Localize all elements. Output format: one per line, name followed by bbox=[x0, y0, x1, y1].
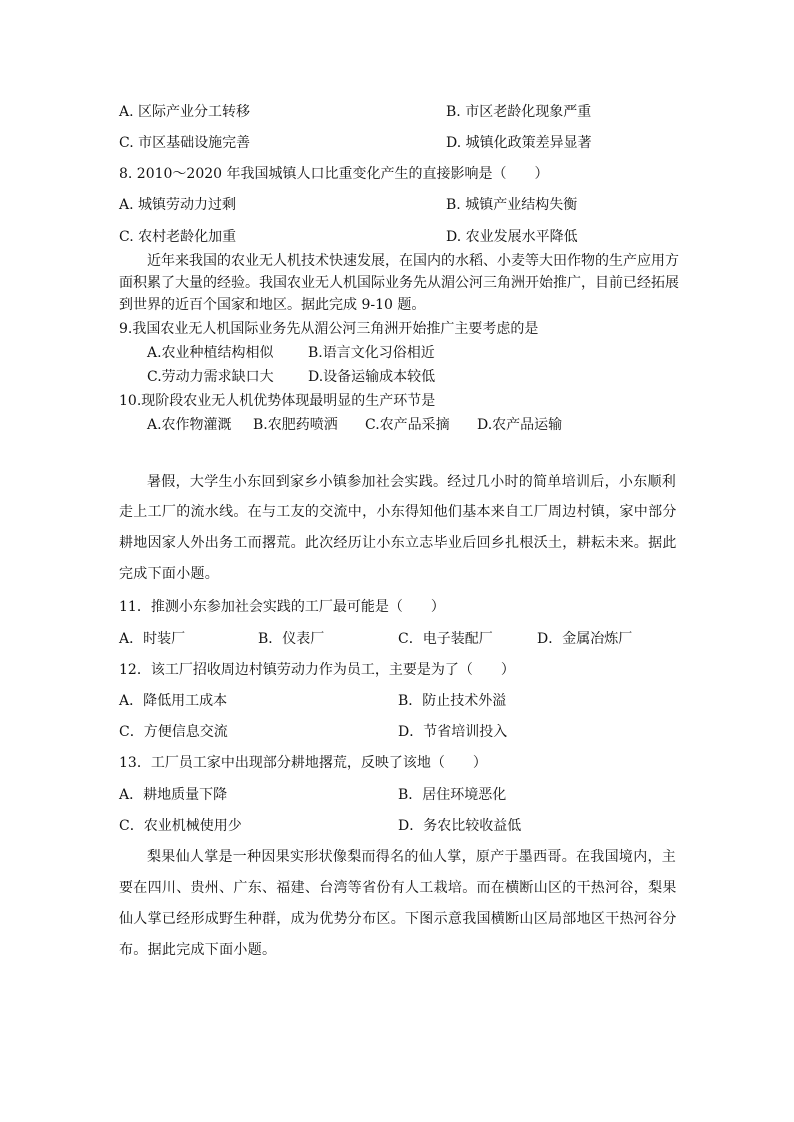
passage2-line-4: 完成下面小题。 bbox=[119, 566, 220, 582]
q9-option-c: C.劳动力需求缺口大 bbox=[147, 369, 274, 385]
passage2-line-3: 耕地因家人外出务工而撂荒。此次经历让小东立志毕业后回乡扎根沃土，耕耘未来。据此 bbox=[119, 535, 677, 551]
q7-option-c: C. 市区基础设施完善 bbox=[119, 135, 251, 151]
q13-option-d: D．务农比较收益低 bbox=[398, 818, 522, 834]
q12-option-a: A．降低用工成本 bbox=[119, 693, 228, 709]
q10-option-b: B.农肥药喷洒 bbox=[253, 417, 338, 433]
q13-option-c: C．农业机械使用少 bbox=[119, 818, 242, 834]
q7-option-d: D. 城镇化政策差异显著 bbox=[446, 135, 592, 151]
passage3-line-3: 仙人掌已经形成野生种群，成为优势分布区。下图示意我国横断山区局部地区干热河谷分 bbox=[119, 911, 677, 927]
q12-option-d: D．节省培训投入 bbox=[398, 724, 508, 740]
q12-option-b: B．防止技术外溢 bbox=[398, 693, 507, 709]
q11-option-b: B．仪表厂 bbox=[258, 631, 325, 647]
q10-option-d: D.农产品运输 bbox=[477, 417, 563, 433]
q8-option-d: D. 农业发展水平降低 bbox=[446, 229, 578, 245]
passage3-line-2: 要在四川、贵州、广东、福建、台湾等省份有人工栽培。而在横断山区的干热河谷，梨果 bbox=[119, 880, 677, 896]
q8-option-a: A. 城镇劳动力过剩 bbox=[119, 197, 237, 213]
q7-option-a: A. 区际产业分工转移 bbox=[119, 104, 251, 120]
q10-option-a: A.农作物灌溉 bbox=[147, 417, 232, 433]
q11-stem: 11．推测小东参加社会实践的工厂最可能是（ ） bbox=[119, 599, 445, 615]
q12-stem: 12．该工厂招收周边村镇劳动力作为员工，主要是为了（ ） bbox=[119, 662, 515, 678]
q8-stem: 8. 2010～2020 年我国城镇人口比重变化产生的直接影响是（ ） bbox=[119, 166, 549, 182]
q13-stem: 13．工厂员工家中出现部分耕地撂荒，反映了该地（ ） bbox=[119, 755, 487, 771]
q8-option-c: C. 农村老龄化加重 bbox=[119, 229, 237, 245]
q10-option-c: C.农产品采摘 bbox=[365, 417, 450, 433]
passage1-line-3: 到世界的近百个国家和地区。据此完成 9-10 题。 bbox=[119, 297, 426, 313]
passage3-line-1: 梨果仙人掌是一种因果实形状像梨而得名的仙人掌，原产于墨西哥。在我国境内，主 bbox=[147, 849, 677, 865]
q11-option-a: A．时装厂 bbox=[119, 631, 186, 647]
q10-stem: 10.现阶段农业无人机优势体现最明显的生产环节是 bbox=[119, 393, 436, 409]
q11-option-d: D．金属冶炼厂 bbox=[537, 631, 633, 647]
q13-option-b: B．居住环境恶化 bbox=[398, 787, 507, 803]
passage2-line-1: 暑假，大学生小东回到家乡小镇参加社会实践。经过几小时的简单培训后，小东顺利 bbox=[147, 474, 677, 490]
q11-option-c: C．电子装配厂 bbox=[398, 631, 493, 647]
passage3-line-4: 布。据此完成下面小题。 bbox=[119, 942, 277, 958]
passage2-line-2: 走上工厂的流水线。在与工友的交流中，小东得知他们基本来自工厂周边村镇，家中部分 bbox=[119, 504, 677, 520]
q8-option-b: B. 城镇产业结构失衡 bbox=[446, 197, 578, 213]
q7-option-b: B. 市区老龄化现象严重 bbox=[446, 104, 592, 120]
q9-option-d: D.设备运输成本较低 bbox=[308, 369, 436, 385]
q13-option-a: A．耕地质量下降 bbox=[119, 787, 228, 803]
q9-option-b: B.语言文化习俗相近 bbox=[308, 345, 435, 361]
passage1-line-2: 面积累了大量的经验。我国农业无人机国际业务先从湄公河三角洲开始推广，目前已经拓展 bbox=[119, 275, 679, 291]
passage1-line-1: 近年来我国的农业无人机技术快速发展，在国内的水稻、小麦等大田作物的生产应用方 bbox=[147, 253, 679, 269]
q9-option-a: A.农业种植结构相似 bbox=[147, 345, 274, 361]
q9-stem: 9.我国农业无人机国际业务先从湄公河三角洲开始推广主要考虑的是 bbox=[119, 321, 539, 337]
q12-option-c: C．方便信息交流 bbox=[119, 724, 228, 740]
